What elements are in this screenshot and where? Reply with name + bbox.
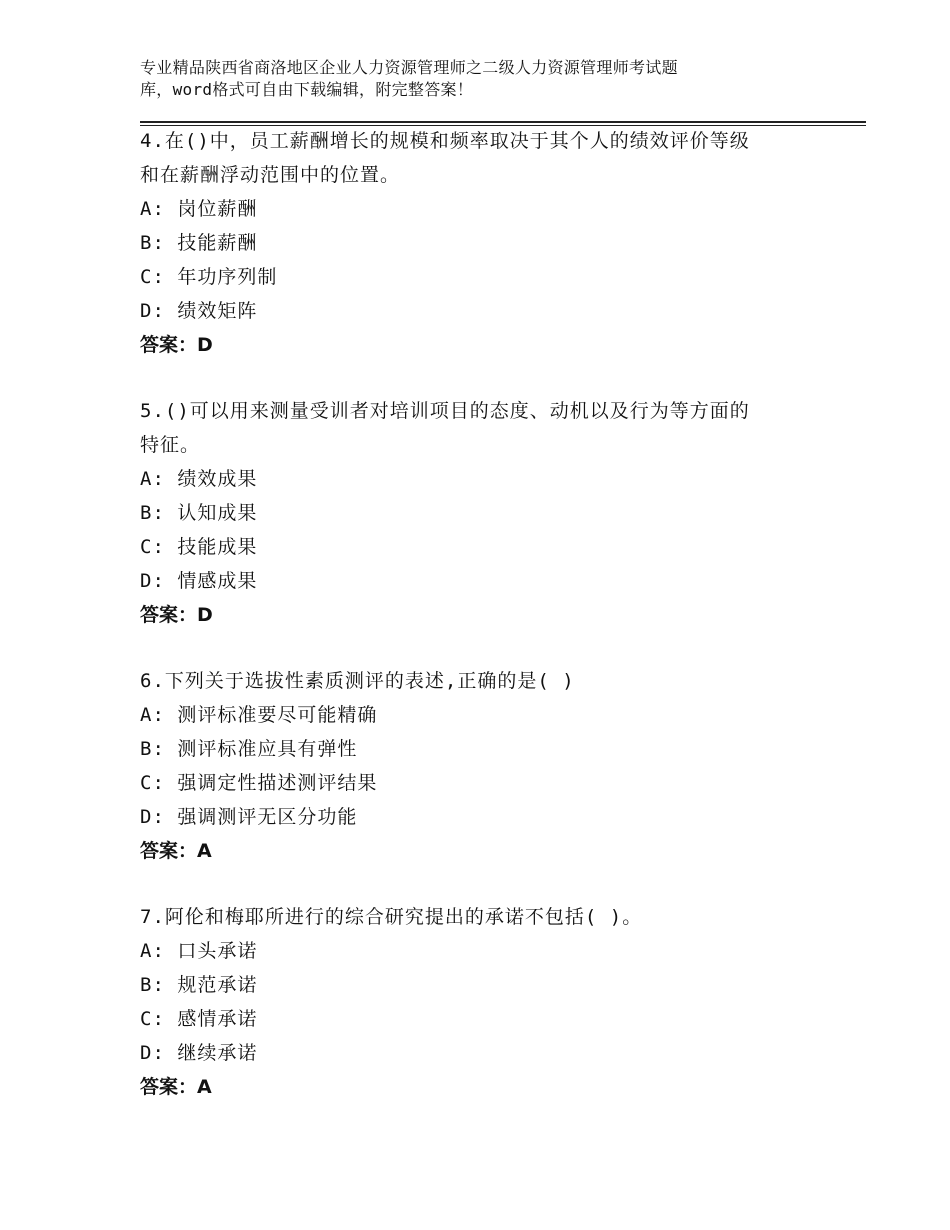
question-6 (140, 664, 840, 868)
option-c: C: 技能成果 (140, 536, 258, 558)
option-b: B: 测评标准应具有弹性 (140, 738, 358, 760)
question-stem: 7.阿伦和梅耶所进行的综合研究提出的承诺不包括( )。 (140, 906, 643, 928)
question-stem: 4.在()中，员工薪酬增长的规模和频率取决于其个人的绩效评价等级 (140, 130, 750, 152)
header-line-1: 专业精品陕西省商洛地区企业人力资源管理师之二级人力资源管理师考试题 (140, 58, 678, 77)
option-a: A: 测评标准要尽可能精确 (140, 704, 378, 726)
header-line-2: 库，word格式可自由下载编辑，附完整答案！ (140, 80, 474, 99)
question-stem-continued: 和在薪酬浮动范围中的位置。 (140, 164, 401, 186)
answer-line: 答案：D (140, 334, 213, 356)
option-d: D: 继续承诺 (140, 1042, 258, 1064)
option-b: B: 规范承诺 (140, 974, 258, 996)
question-4 (140, 124, 840, 362)
option-d: D: 情感成果 (140, 570, 258, 592)
option-a: A: 岗位薪酬 (140, 198, 258, 220)
question-5 (140, 394, 840, 632)
option-a: A: 绩效成果 (140, 468, 258, 490)
question-list (140, 124, 840, 1136)
option-c: C: 强调定性描述测评结果 (140, 772, 378, 794)
answer-line: 答案：A (140, 840, 212, 862)
answer-line: 答案：A (140, 1076, 212, 1098)
option-d: D: 绩效矩阵 (140, 300, 258, 322)
option-d: D: 强调测评无区分功能 (140, 806, 358, 828)
option-c: C: 年功序列制 (140, 266, 278, 288)
answer-line: 答案：D (140, 604, 213, 626)
question-stem-continued: 特征。 (140, 434, 201, 456)
question-stem: 6.下列关于选拔性素质测评的表述,正确的是( ) (140, 670, 575, 692)
option-b: B: 认知成果 (140, 502, 258, 524)
question-7 (140, 900, 840, 1104)
header-rule-thick (140, 121, 866, 123)
option-c: C: 感情承诺 (140, 1008, 258, 1030)
document-header (140, 57, 840, 101)
option-b: B: 技能薪酬 (140, 232, 258, 254)
question-stem: 5.()可以用来测量受训者对培训项目的态度、动机以及行为等方面的 (140, 400, 750, 422)
option-a: A: 口头承诺 (140, 940, 258, 962)
